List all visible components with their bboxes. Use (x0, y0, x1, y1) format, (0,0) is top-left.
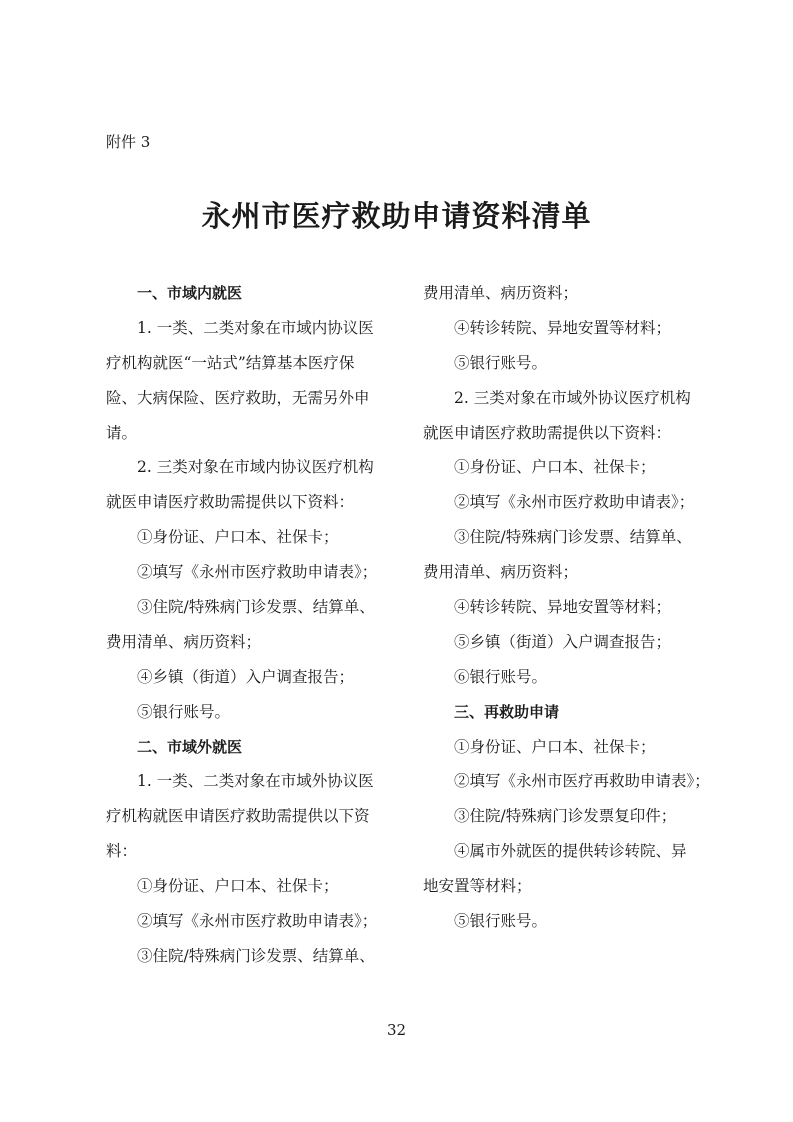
text-line: 1. 一类、二类对象在市域内协议医 (137, 318, 374, 337)
text-line: ③住院/特殊病门诊发票、结算单、 (137, 598, 375, 617)
text-line: ①身份证、户口本、社保卡； (137, 528, 339, 547)
text-line: ④转诊转院、异地安置等材料； (454, 318, 672, 337)
text-line: ①身份证、户口本、社保卡； (137, 877, 339, 896)
text-line: 2. 三类对象在市域内协议医疗机构 (137, 458, 374, 477)
text-line: ④转诊转院、异地安置等材料； (454, 598, 672, 617)
text-line: ⑤乡镇（街道）入户调查报告； (454, 632, 672, 651)
page-number: 32 (386, 1021, 407, 1039)
text-line: 2. 三类对象在市域外协议医疗机构 (454, 388, 691, 407)
text-line: ②填写《永州市医疗救助申请表》； (137, 563, 378, 582)
text-line: 疗机构就医申请医疗救助需提供以下资 (106, 807, 370, 826)
text-line: ③住院/特殊病门诊发票、结算单、 (137, 946, 375, 965)
text-line: ④乡镇（街道）入户调查报告； (137, 667, 355, 686)
text-line: ⑤银行账号。 (454, 353, 548, 372)
text-line: 1. 一类、二类对象在市域外协议医 (137, 772, 374, 791)
text-line: ④属市外就医的提供转诊转院、异 (454, 842, 687, 861)
section-heading: 一、市域内就医 (137, 284, 243, 302)
section-heading: 二、市域外就医 (137, 737, 243, 756)
text-line: ⑤银行账号。 (137, 702, 231, 721)
text-line: ③住院/特殊病门诊发票、结算单、 (454, 528, 692, 547)
text-line: 就医申请医疗救助需提供以下资料： (106, 493, 355, 512)
text-line: 地安置等材料； (423, 877, 532, 896)
text-line: ①身份证、户口本、社保卡； (454, 458, 656, 477)
left-column (106, 276, 396, 974)
right-column (423, 276, 708, 939)
text-line: ②填写《永州市医疗再救助申请表》； (454, 772, 710, 791)
text-line: 险、大病保险、医疗救助，无需另外申 (106, 388, 370, 407)
text-line: 就医申请医疗救助需提供以下资料： (423, 423, 672, 442)
text-line: ③住院/特殊病门诊发票复印件； (454, 807, 677, 826)
text-line: ②填写《永州市医疗救助申请表》； (137, 912, 378, 931)
text-line: ⑥银行账号。 (454, 667, 548, 686)
text-line: 请。 (106, 423, 138, 442)
text-line: 疗机构就医“一站式”结算基本医疗保 (106, 353, 355, 372)
text-line: ①身份证、户口本、社保卡； (454, 737, 656, 756)
attachment-label: 附件 3 (106, 133, 151, 151)
text-line: ②填写《永州市医疗救助申请表》； (454, 493, 695, 512)
text-line: ⑤银行账号。 (454, 912, 548, 931)
text-line: 费用清单、病历资料； (423, 563, 579, 582)
text-line: 料： (106, 842, 138, 861)
text-line: 费用清单、病历资料； (106, 632, 262, 651)
text-line: 费用清单、病历资料； (423, 284, 579, 302)
section-heading: 三、再救助申请 (454, 702, 560, 721)
document-title: 永州市医疗救助申请资料清单 (201, 199, 592, 233)
